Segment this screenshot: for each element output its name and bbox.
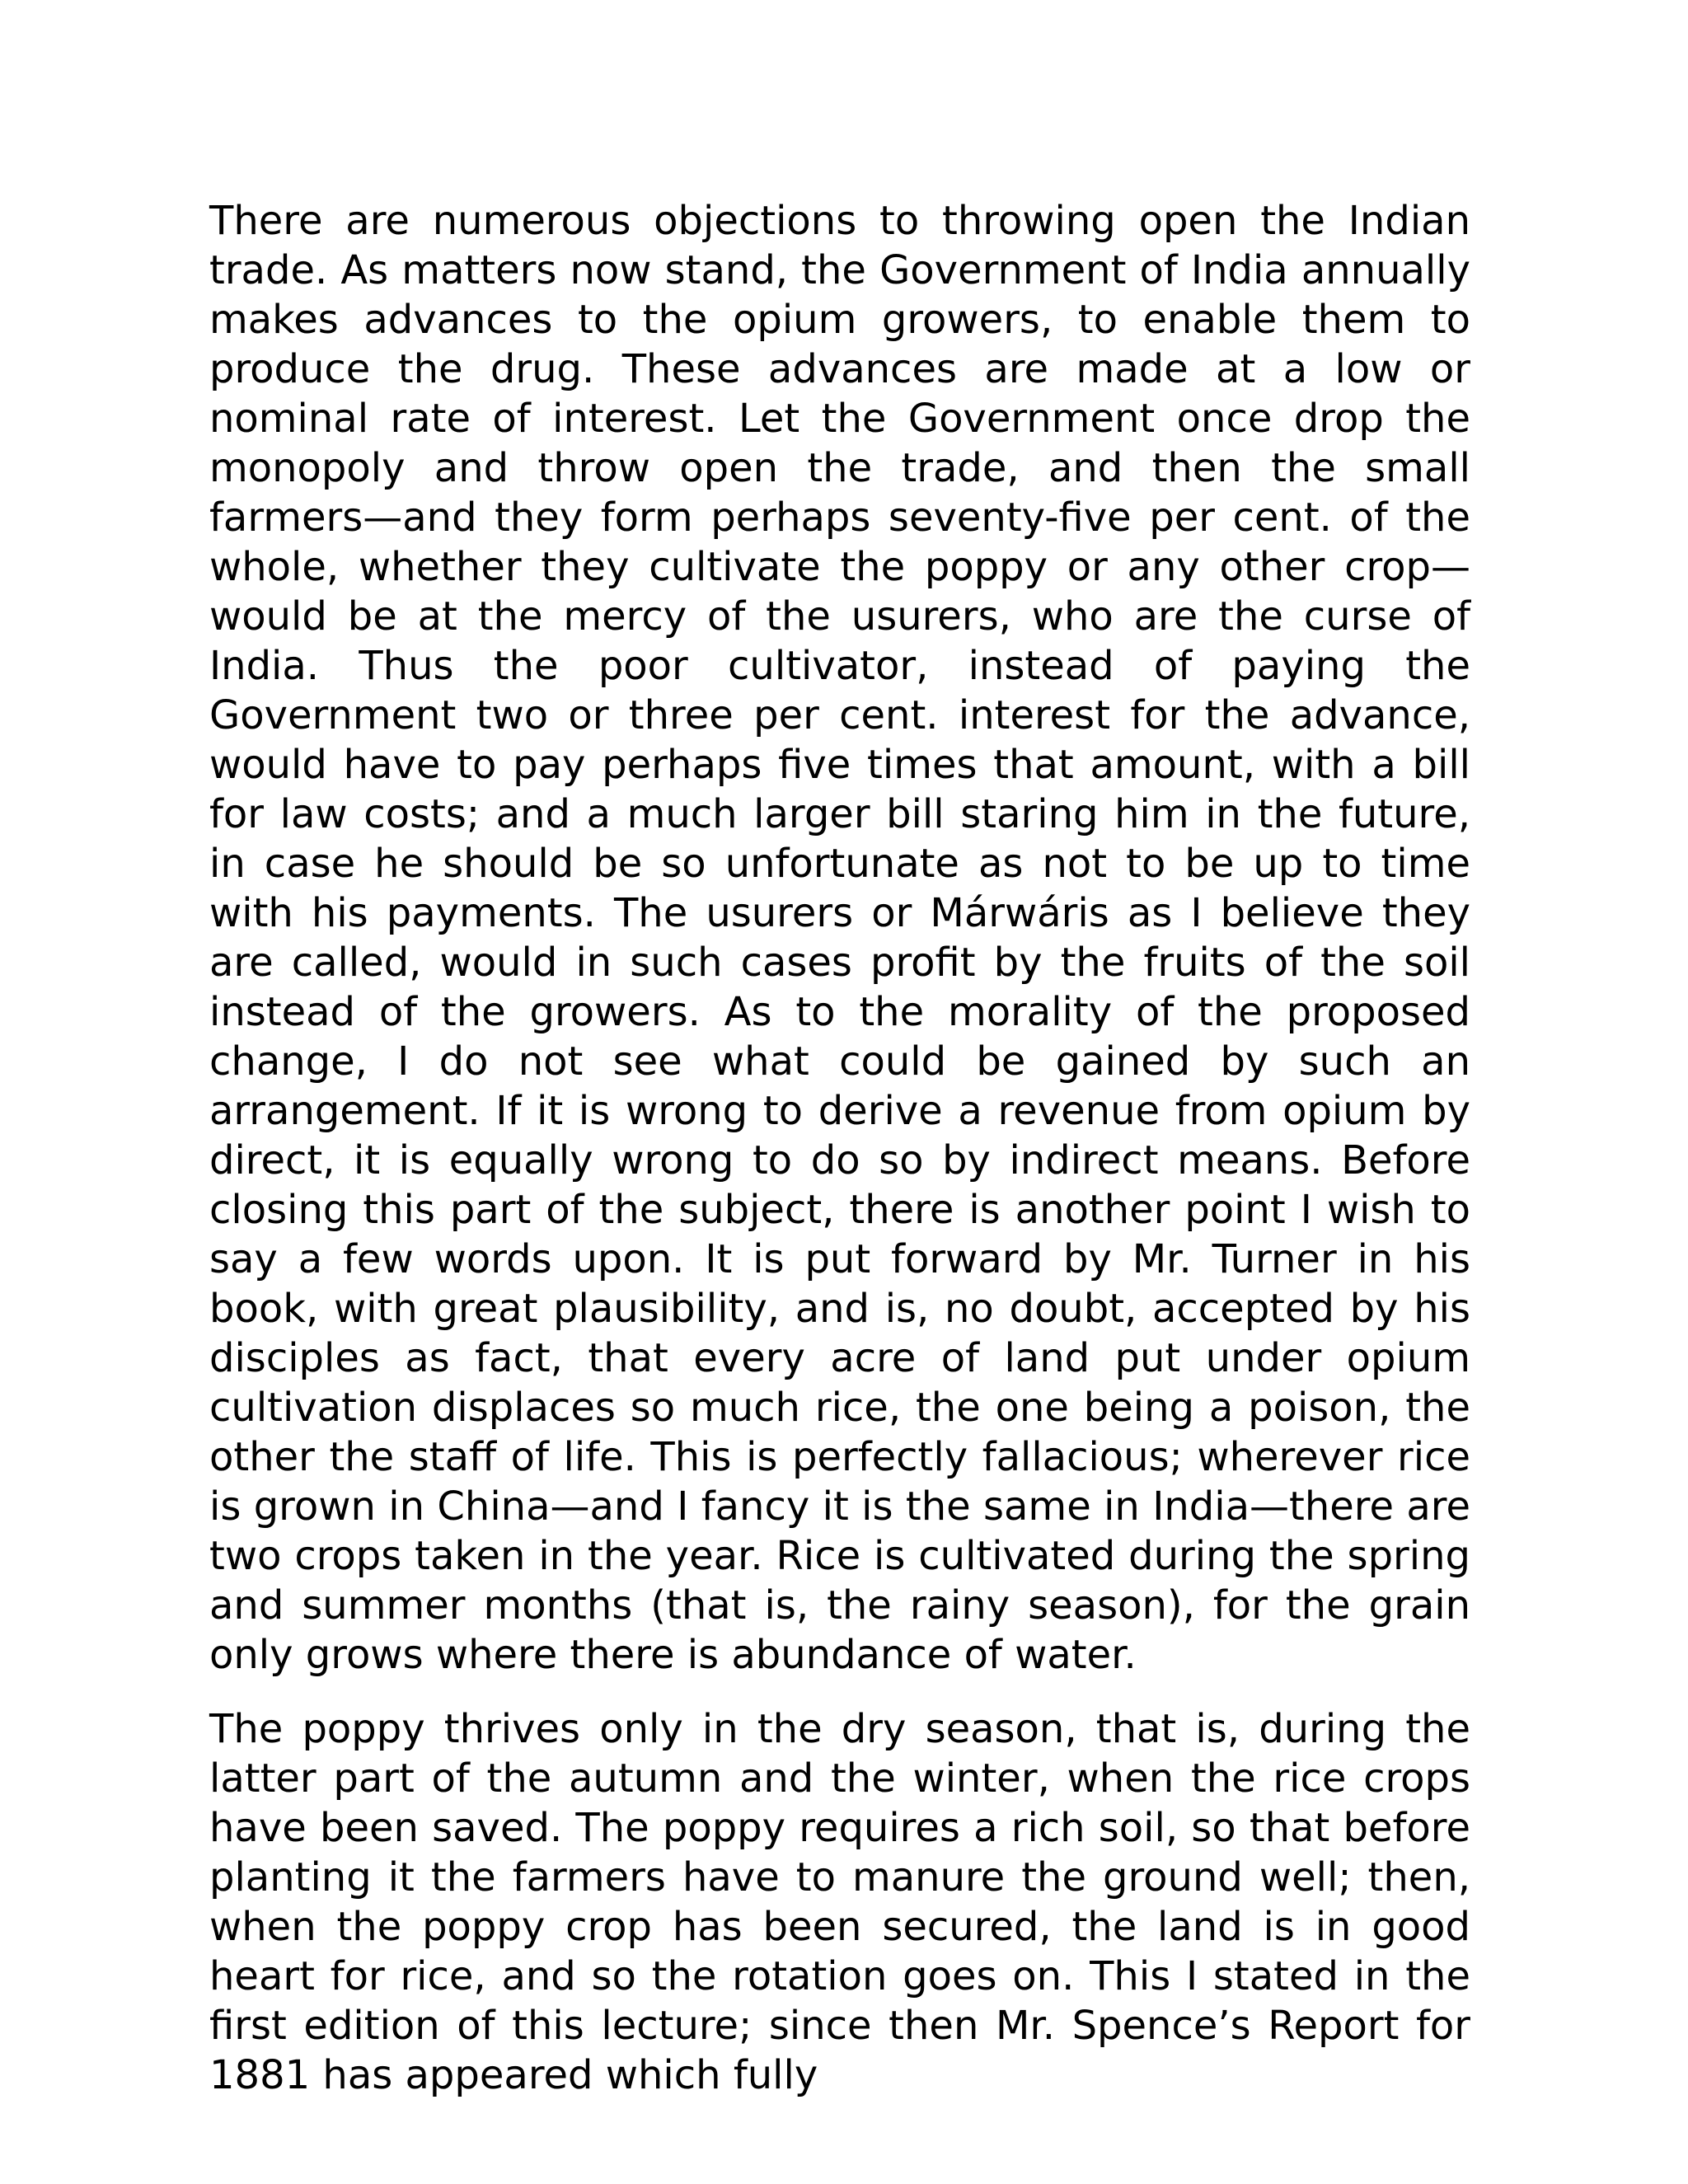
body-paragraph-1: There are numerous objections to throwing open the Indian trade. As matters now stand, the Government of India annually makes advances to the opium growers, to enable them to produce the drug. These advances are made at a low or nominal rate of interest. Let the Government once drop the monopoly and throw open the trade, and then the small farmers—and they form perhaps seventy-five per cent. of the whole, whether they cultivate the poppy or any other crop—would be at the mercy of the usurers, who are the curse of India. Thus the poor cultivator, instead of paying the Government two or three per cent. interest for the advance, would have to pay perhaps five times that amount, with a bill for law costs; and a much larger bill staring him in the future, in case he should be so unfortunate as not to be up to time with his payments. The usurers or Márwáris as I believe they are called, would in such cases profit by the fruits of the soil instead of the growers. As to the morality of the proposed change, I do not see what could be gained by such an arrangement. If it is wrong to derive a revenue from opium by direct, it is equally wrong to do so by indirect means. Before closing this part of the subject, there is another point I wish to say a few words upon. It is put forward by Mr. Turner in his book, with great plausibility, and is, no doubt, accepted by his disciples as fact, that every acre of land put under opium cultivation displaces so much rice, the one being a poison, the other the staff of life. This is perfectly fallacious; wherever rice is grown in China—and I fancy it is the same in India—there are two crops taken in the year. Rice is cultivated during the spring and summer months (that is, the rainy season), for the grain only grows where there is abundance of water. <box>209 198 1470 1678</box>
body-paragraph-2: The poppy thrives only in the dry season, that is, during the latter part of the autumn and the winter, when the rice crops have been saved. The poppy requires a rich soil, so that before planting it the farmers have to manure the ground well; then, when the poppy crop has been secured, the land is in good heart for rice, and so the rotation goes on. This I stated in the first edition of this lecture; since then Mr. Spence’s Report for 1881 has appeared which fully <box>209 1706 1470 2098</box>
document-page <box>209 196 1470 2100</box>
